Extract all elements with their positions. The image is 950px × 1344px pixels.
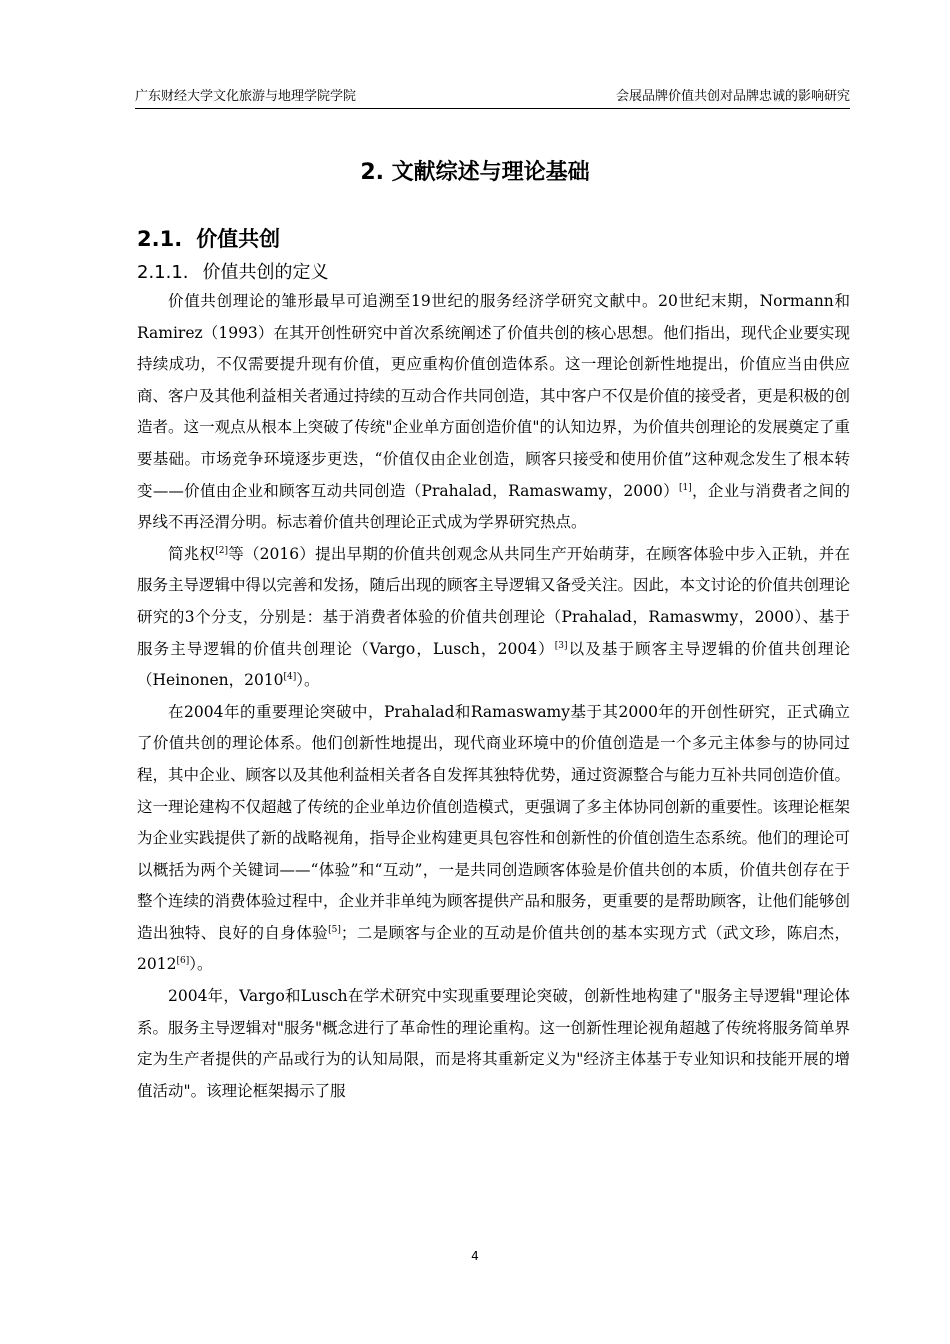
citation-ref: [5] <box>328 924 341 935</box>
header-right-text: 会展品牌价值共创对品牌忠诚的影响研究 <box>615 89 850 104</box>
paragraph-4 <box>137 981 850 1107</box>
citation-ref: [1] <box>678 482 692 493</box>
chapter-title: 2. 文献综述与理论基础 <box>360 160 590 185</box>
paragraph-text: 以及基于顾客主导逻辑的价值共创理论（Heinonen，2010 <box>137 639 850 690</box>
body-text <box>137 286 850 1107</box>
paragraph-text: 2004年，Vargo和Lusch在学术研究中实现重要理论突破，创新性地构建了"服务主导逻辑"理论体系。服务主导逻辑对"服务"概念进行了革命性的理论重构。这一创新性理论视角超越了传统将服务简单界定为生产者提供的产品或行为的认知局限，而是将其重新定义为"经济主体基于专业知识和技能开展的增值活动"。该理论框架揭示了服 <box>137 987 850 1100</box>
citation-ref: [2] <box>215 545 228 556</box>
citation-ref: [6] <box>176 956 190 967</box>
paragraph-text: 价值共创理论的雏形最早可追溯至19世纪的服务经济学研究文献中。20世纪末期，Normann和Ramirez（1993）在其开创性研究中首次系统阐述了价值共创的核心思想。他们指出，现代企业要实现持续成功，不仅需要提升现有价值，更应重构价值创造体系。这一理论创新性地提出，价值应当由供应商、客户及其他利益相关者通过持续的互动合作共同创造，其中客户不仅是价值的接受者，更是积极的创造者。这一观点从根本上突破了传统"企业单方面创造价值"的认知边界，为价值共创理论的发展奠定了重要基础。市场竞争环境逐步更迭，“价值仅由企业创造，顾客只接受和使用价值”这种观念发生了根本转变——价值由企业和顾客互动共同创造（Prahalad，Ramaswamy，2000） <box>137 292 851 500</box>
citation-ref: [3] <box>554 640 568 651</box>
section-heading <box>137 223 280 253</box>
paragraph-text: ；二是顾客与企业的互动是价值共创的基本实现方式（武文珍，陈启杰，2012 <box>137 923 850 974</box>
paragraph-3 <box>137 697 850 981</box>
section-title: 价值共创 <box>196 227 281 251</box>
running-header <box>135 80 850 109</box>
subsection-number: 2.1.1. <box>137 262 189 283</box>
citation-ref: [4] <box>283 671 297 682</box>
paragraph-text: 在2004年的重要理论突破中，Prahalad和Ramaswamy基于其2000年的开创性研究，正式确立了价值共创的理论体系。他们创新性地提出，现代商业环境中的价值创造是一个多元主体参与的协同过程，其中企业、顾客以及其他利益相关者各自发挥其独特优势，通过资源整合与能力互补共同创造价值。这一理论建构不仅超越了传统的企业单边价值创造模式，更强调了多主体协同创新的重要性。该理论框架为企业实践提供了新的战略视角，指导企业构建更具包容性和创新性的价值创造生态系统。他们的理论可以概括为两个关键词——“体验”和“互动”，一是共同创造顾客体验是价值共创的本质，价值共创存在于整个连续的消费体验过程中，企业并非单纯为顾客提供产品和服务，更重要的是帮助顾客，让他们能够创造出独特、良好的自身体验 <box>137 702 851 942</box>
subsection-heading <box>137 258 329 284</box>
subsection-title: 价值共创的定义 <box>202 262 329 283</box>
paragraph-text: ，企业与消费者之间的界线不再泾渭分明。标志着价值共创理论正式成为学界研究热点。 <box>137 481 850 532</box>
paragraph-2 <box>137 539 850 697</box>
paragraph-text: 简兆权 <box>168 544 216 563</box>
header-left-text: 广东财经大学文化旅游与地理学院学院 <box>135 89 357 104</box>
paragraph-1 <box>137 286 850 539</box>
section-number: 2.1. <box>137 227 183 251</box>
paragraph-text: 等（2016）提出早期的价值共创观念从共同生产开始萌芽，在顾客体验中步入正轨，并在服务主导逻辑中得以完善和发扬，随后出现的顾客主导逻辑又备受关注。因此，本文讨论的价值共创理论研究的3个分支，分别是：基于消费者体验的价值共创理论（Prahalad，Ramaswmy，2000）、基于服务主导逻辑的价值共创理论（Vargo，Lusch，2004） <box>137 544 851 658</box>
paragraph-text: ）。 <box>189 955 213 974</box>
paragraph-text: ）。 <box>296 671 320 690</box>
page-number: 4 <box>471 1249 479 1263</box>
